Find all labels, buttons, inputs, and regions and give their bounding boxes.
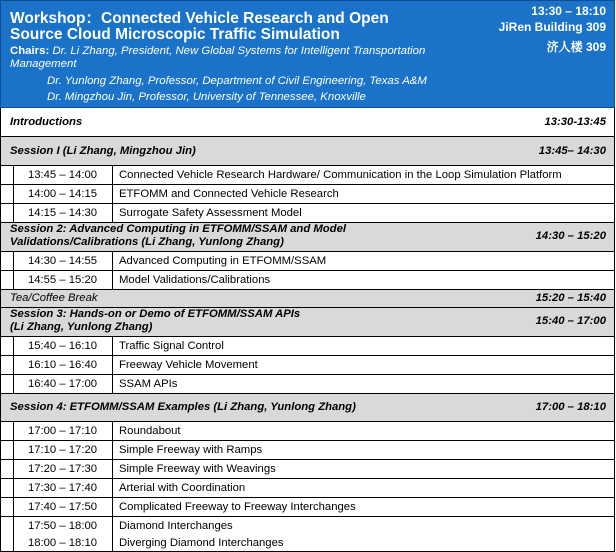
chair-2: Dr. Yunlong Zhang, Professor, Department of Civil Engineering, Texas A&M [47, 75, 427, 87]
item-topic: Arterial with Coordination [119, 482, 246, 494]
item-time: 14:55 – 15:20 [13, 271, 113, 289]
session3-time: 15:40 – 17:00 [535, 315, 606, 327]
item-time: 16:10 – 16:40 [13, 356, 113, 374]
session3-label-line1: Session 3: Hands-on or Demo of ETFOMM/SSAM APIs [10, 308, 301, 320]
table-row [0, 375, 615, 394]
session4-header [0, 394, 615, 422]
item-topic: Diverging Diamond Interchanges [119, 537, 284, 549]
item-topic: Traffic Signal Control [119, 340, 224, 352]
workshop-title-line2: Source Cloud Microscopic Traffic Simulation [10, 26, 340, 43]
session2-label-line1: Session 2: Advanced Computing in ETFOMM/SSAM and Model [10, 223, 346, 235]
table-row [0, 252, 615, 271]
item-topic: ETFOMM and Connected Vehicle Research [119, 188, 339, 200]
session1-label: Session I (Li Zhang, Mingzhou Jin) [10, 145, 196, 157]
table-row [0, 337, 615, 356]
session3-label-line2: (Li Zhang, Yunlong Zhang) [10, 321, 153, 333]
item-topic: Freeway Vehicle Movement [119, 359, 258, 371]
intro-time: 13:30-13:45 [544, 116, 606, 128]
item-topic: Diamond Interchanges [119, 520, 233, 532]
item-topic: Roundabout [119, 425, 181, 437]
item-topic: SSAM APIs [119, 378, 178, 390]
table-row [0, 166, 615, 185]
chairs-block [10, 45, 470, 71]
session4-time: 17:00 – 18:10 [535, 401, 606, 413]
table-row [0, 356, 615, 375]
item-topic: Advanced Computing in ETFOMM/SSAM [119, 255, 327, 267]
item-time: 17:40 – 17:50 [13, 498, 113, 516]
item-time: 14:30 – 14:55 [13, 252, 113, 270]
table-row [0, 271, 615, 290]
table-row [0, 535, 615, 552]
item-time: 18:00 – 18:10 [13, 535, 113, 551]
item-time: 17:30 – 17:40 [13, 479, 113, 497]
session4-label: Session 4: ETFOMM/SSAM Examples (Li Zhang, Yunlong Zhang) [10, 401, 356, 413]
table-row [0, 460, 615, 479]
table-row [0, 441, 615, 460]
item-time: 17:10 – 17:20 [13, 441, 113, 459]
item-time: 13:45 – 14:00 [13, 166, 113, 184]
item-time: 17:50 – 18:00 [13, 517, 113, 535]
session3-header [0, 308, 615, 337]
session2-header [0, 223, 615, 252]
session2-label-line2: Validations/Calibrations (Li Zhang, Yunlong Zhang) [10, 236, 284, 248]
chair-1: Dr. Li Zhang, President, New Global Systems for Intelligent Transportation Management [10, 45, 426, 70]
table-row [0, 479, 615, 498]
chairs-label: Chairs: [10, 45, 50, 57]
item-time: 14:00 – 14:15 [13, 185, 113, 203]
session1-time: 13:45– 14:30 [538, 145, 606, 157]
chair-3: Dr. Mingzhou Jin, Professor, University of Tennessee, Knoxville [47, 91, 366, 103]
table-row [0, 498, 615, 517]
item-time: 17:20 – 17:30 [13, 460, 113, 478]
item-topic: Complicated Freeway to Freeway Interchanges [119, 501, 356, 513]
workshop-time: 13:30 – 18:10 [531, 4, 606, 18]
table-row [0, 185, 615, 204]
table-row [0, 204, 615, 223]
workshop-location: JiRen Building 309 [498, 20, 606, 34]
intro-label: Introductions [10, 116, 83, 128]
table-row [0, 517, 615, 536]
item-time: 15:40 – 16:10 [13, 337, 113, 355]
workshop-title-line1: Workshop：Connected Vehicle Research and Open [10, 10, 389, 27]
item-topic: Connected Vehicle Research Hardware/ Communication in the Loop Simulation Platform [119, 169, 562, 181]
item-topic: Surrogate Safety Assessment Model [119, 207, 302, 219]
item-topic: Simple Freeway with Weavings [119, 463, 276, 475]
break-row [0, 290, 615, 308]
workshop-header [0, 0, 615, 108]
session2-time: 14:30 – 15:20 [535, 230, 606, 242]
intro-row [0, 108, 615, 137]
item-time: 17:00 – 17:10 [13, 422, 113, 440]
break-label: Tea/Coffee Break [10, 292, 98, 304]
session1-header [0, 137, 615, 166]
table-row [0, 422, 615, 441]
item-time: 14:15 – 14:30 [13, 204, 113, 222]
item-topic: Simple Freeway with Ramps [119, 444, 263, 456]
break-time: 15:20 – 15:40 [535, 292, 606, 304]
item-time: 16:40 – 17:00 [13, 375, 113, 393]
workshop-location-cn: 济人楼 309 [546, 40, 606, 54]
item-topic: Model Validations/Calibrations [119, 274, 271, 286]
